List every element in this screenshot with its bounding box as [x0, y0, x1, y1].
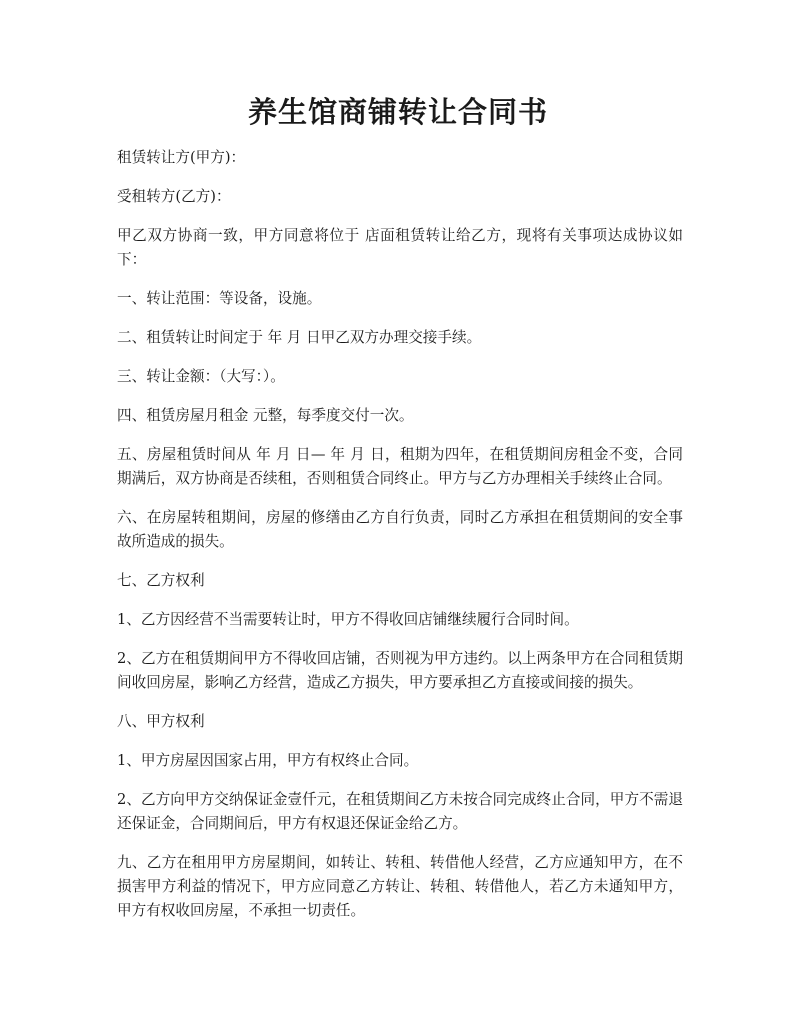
party-a-line: 租赁转让方(甲方)： — [117, 149, 246, 166]
clause-4: 四、租赁房屋月租金 元整，每季度交付一次。 — [117, 407, 414, 424]
preamble-paragraph: 甲乙双方协商一致，甲方同意将位于 店面租赁转让给乙方，现将有关事项达成协议如下： — [117, 227, 683, 268]
clause-2: 二、租赁转让时间定于 年 月 日甲乙双方办理交接手续。 — [117, 329, 482, 346]
document-body — [117, 146, 683, 938]
clause-5: 五、房屋租赁时间从 年 月 日— 年 月 日，租期为四年，在租赁期间房租金不变，合同期满后，双方协商是否续租，否则租赁合同终止。甲方与乙方办理相关手续终止合同。 — [117, 446, 683, 487]
clause-6: 六、在房屋转租期间，房屋的修缮由乙方自行负责，同时乙方承担在租赁期间的安全事故所造成的损失。 — [117, 509, 683, 550]
clause-9: 九、乙方在租用甲方房屋期间，如转让、转租、转借他人经营，乙方应通知甲方，在不损害甲方利益的情况下，甲方应同意乙方转让、转租、转借他人，若乙方未通知甲方，甲方有权收回房屋，不承担一切责任。 — [117, 854, 683, 919]
section-heading-party-b-rights: 七、乙方权利 — [117, 572, 205, 589]
clause-3: 三、转让金额：（大写：）。 — [117, 368, 285, 385]
section-heading-party-a-rights: 八、甲方权利 — [117, 713, 205, 730]
party-a-right-2: 2、乙方向甲方交纳保证金壹仟元，在租赁期间乙方未按合同完成终止合同，甲方不需退还保证金，合同期间后，甲方有权退还保证金给乙方。 — [117, 791, 683, 832]
clause-1: 一、转让范围：等设备，设施。 — [117, 290, 322, 307]
party-b-right-2: 2、乙方在租赁期间甲方不得收回店铺，否则视为甲方违约。以上两条甲方在合同租赁期间收回房屋，影响乙方经营，造成乙方损失，甲方要承担乙方直接或间接的损失。 — [117, 650, 683, 691]
party-a-right-1: 1、甲方房屋因国家占用，甲方有权终止合同。 — [117, 752, 419, 769]
party-b-right-1: 1、乙方因经营不当需要转让时，甲方不得收回店铺继续履行合同时间。 — [117, 611, 579, 628]
document-title: 养生馆商铺转让合同书 — [247, 95, 548, 129]
party-b-line: 受租转方(乙方)： — [117, 188, 231, 205]
